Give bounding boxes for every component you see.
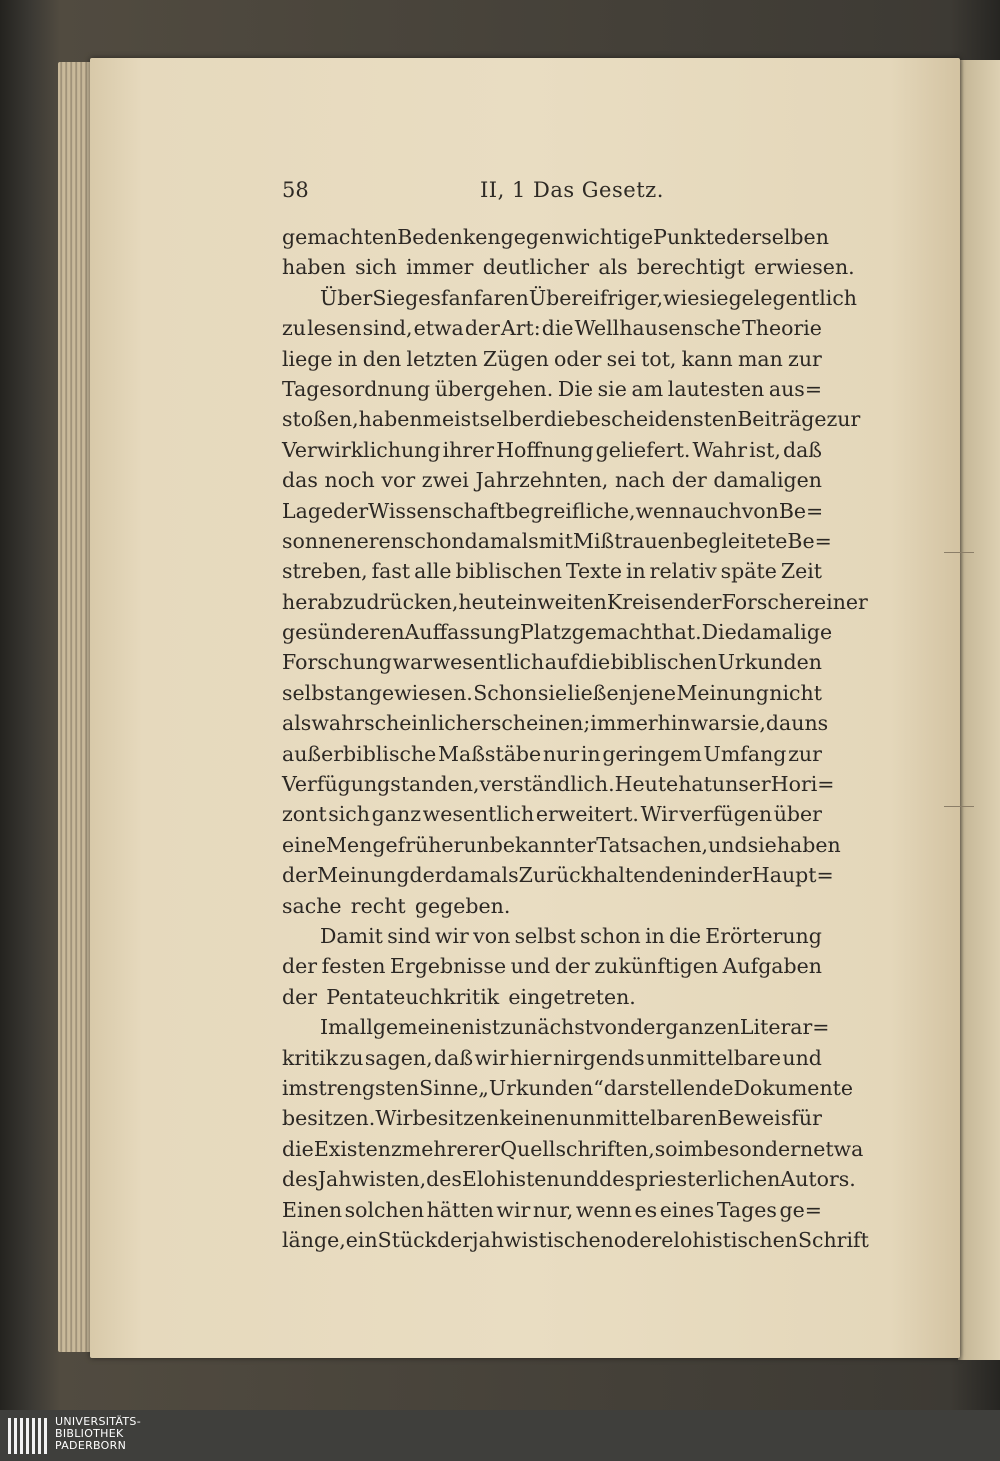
text-line: sonneneren schon damals mit Mißtrauen begleitete Be= — [282, 528, 832, 553]
text-line: länge, ein Stück der jahwistischen oder elohistischen Schrift — [282, 1227, 869, 1252]
text-line: kritik zu sagen, daß wir hier nirgends unmittelbare und — [282, 1045, 822, 1070]
text-line: der festen Ergebnisse und der zukünftigen Aufgaben — [282, 954, 822, 979]
text-line: zont sich ganz wesentlich erweitert. Wir verfügen über — [282, 802, 822, 827]
text-line: liege in den letzten Zügen oder sei tot, kann man zur — [282, 346, 822, 371]
text-line: gemachten Bedenken gegen wichtige Punkte derselben — [282, 225, 829, 249]
text-line: Über Siegesfanfaren Übereifriger, wie sie gelegentlich — [320, 285, 857, 310]
text-line: Forschung war wesentlich auf die biblischen Urkunden — [282, 650, 822, 675]
page-header — [282, 178, 822, 208]
library-name: UNIVERSITÄTS- BIBLIOTHEK PADERBORN — [55, 1415, 141, 1452]
running-head: II, 1 Das Gesetz. — [480, 178, 664, 202]
text-line: Einen solchen hätten wir nur, wenn es eines Tages ge= — [282, 1197, 822, 1222]
text-line: im strengsten Sinne „Urkunden“ darstellende Dokumente — [282, 1075, 854, 1100]
text-line: außerbiblische Maßstäbe nur in geringem Umfang zur — [282, 741, 822, 766]
text-line: besitzen. Wir besitzen keinen unmittelbaren Beweis für — [282, 1106, 822, 1131]
next-page-edge — [958, 60, 1000, 1360]
library-footer — [0, 1410, 1000, 1461]
text-line: sache recht gegeben. — [282, 893, 511, 918]
text-line: Lage der Wissenschaft begreifliche, wenn auch von Be= — [282, 498, 824, 523]
text-line: streben, fast alle biblischen Texte in relativ späte Zeit — [282, 559, 822, 584]
text-line: stoßen, haben meist selber die bescheidensten Beiträge zur — [282, 407, 861, 432]
page-number: 58 — [282, 178, 309, 202]
margin-mark — [944, 552, 974, 553]
library-logo-icon — [8, 1418, 48, 1454]
text-line: eine Menge früher unbekannter Tatsachen, und sie haben — [282, 832, 841, 857]
text-line: des Jahwisten, des Elohisten und des priesterlichen Autors. — [282, 1167, 856, 1192]
text-line: Tagesordnung übergehen. Die sie am lautesten aus= — [282, 376, 822, 401]
text-line: Verwirklichung ihrer Hoffnung geliefert. Wahr ist, daß — [282, 437, 822, 462]
text-line: gesünderen Auffassung Platz gemacht hat. Die damalige — [282, 620, 833, 645]
text-line: das noch vor zwei Jahrzehnten, nach der damaligen — [282, 468, 822, 493]
text-line: Damit sind wir von selbst schon in die Erörterung — [320, 923, 822, 948]
margin-mark — [944, 806, 974, 807]
text-line: der Meinung der damals Zurückhaltenden in der Haupt= — [282, 863, 834, 888]
text-line: haben sich immer deutlicher als berechtigt erwiesen. — [282, 255, 855, 280]
text-line: die Existenz mehrerer Quellschriften, so im besondern etwa — [282, 1136, 864, 1161]
body-text — [282, 222, 869, 1255]
text-line: zu lesen sind, etwa der Art: die Wellhausensche Theorie — [282, 316, 822, 341]
text-line: der Pentateuchkritik eingetreten. — [282, 984, 636, 1009]
text-line: als wahrscheinlich erscheinen; immerhin war sie, da uns — [282, 711, 829, 736]
text-line: herabzudrücken, heute in weiten Kreisen der Forscher einer — [282, 589, 868, 614]
text-line: Verfügung standen, verständlich. Heute hat unser Hori= — [282, 772, 835, 797]
text-line: Im allgemeinen ist zunächst von der ganzen Literar= — [320, 1015, 830, 1040]
text-line: selbst angewiesen. Schon sie ließen jene Meinung nicht — [282, 680, 822, 705]
